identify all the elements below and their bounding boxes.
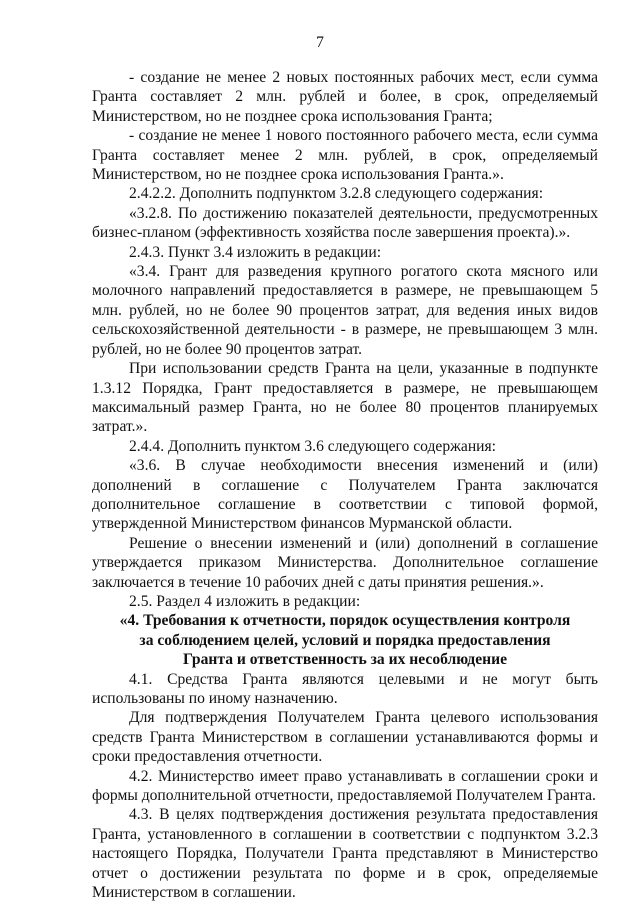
paragraph-decision: Решение о внесении изменений и (или) дополнений в соглашение утверждается приказом Министерства. Дополнительное соглашение заключается в течение 10 рабочих дней с даты принятия решения.». xyxy=(92,534,598,591)
paragraph-2-5: 2.5. Раздел 4 изложить в редакции: xyxy=(129,592,361,610)
page-number: 7 xyxy=(316,34,324,51)
paragraph-jobs-2: - создание не менее 2 новых постоянных рабочих мест, если сумма Гранта составляет 2 млн. рублей и более, в срок, определяемый Министерством, но не позднее срока использования Гранта; xyxy=(92,69,598,125)
section-title-line: «4. Требования к отчетности, порядок осуществления контроля xyxy=(119,612,571,630)
section-title-line: Гранта и ответственность за их несоблюдение xyxy=(182,651,508,669)
paragraph-3-4: «3.4. Грант для разведения крупного рогатого скота мясного или молочного направлений предоставляется в размере, не превышающем 5 млн. рублей, но не более 90 процентов затрат, для ведения иных видов сельскохозяйственной деятельности - в размере, не превышающем 3 млн. рублей, но не более 90 процентов затрат. xyxy=(92,263,598,358)
paragraph-jobs-1: - создание не менее 1 нового постоянного рабочего места, если сумма Гранта составляет менее 2 млн. рублей, в срок, определяемый Министерством, но не позднее срока использования Гранта.». xyxy=(92,127,598,184)
paragraph-2-4-4: 2.4.4. Дополнить пунктом 3.6 следующего содержания: xyxy=(129,437,497,455)
paragraph-reporting-forms: Для подтверждения Получателем Гранта целевого использования средств Гранта Министерством в соглашении устанавливаются формы и сроки предоставления отчетности. xyxy=(92,709,598,766)
paragraph-3-6: «3.6. В случае необходимости внесения изменений и (или) дополнений в соглашение с Получателем Гранта заключатся дополнительное соглашение в соответствии с типовой формой, утвержденной Министерством финансов Мурманской области. xyxy=(92,457,598,533)
paragraph-4-1: 4.1. Средства Гранта являются целевыми и не могут быть использованы по иному назначению. xyxy=(92,670,598,707)
paragraph-2-4-2-2: 2.4.2.2. Дополнить подпунктом 3.2.8 следующего содержания: xyxy=(129,185,544,203)
paragraph-2-4-3: 2.4.3. Пункт 3.4 изложить в редакции: xyxy=(129,243,382,261)
paragraph-3-2-8: «3.2.8. По достижению показателей деятельности, предусмотренных бизнес-планом (эффективность хозяйства после завершения проекта).». xyxy=(92,204,598,242)
section-title-line: за соблюдением целей, условий и порядка предоставления xyxy=(139,631,551,649)
paragraph-4-2: 4.2. Министерство имеет право устанавливать в соглашении сроки и формы дополнительной отчетности, предоставляемой Получателем Гранта. xyxy=(92,767,598,805)
document-body xyxy=(92,68,598,902)
paragraph-4-3: 4.3. В целях подтверждения достижения результата предоставления Гранта, установленного в соглашении в соответствии с подпунктом 3.2.3 настоящего Порядка, Получатели Гранта представляют в Министерство отчет о достижении результата по форме и в срок, определяемые Министерством в соглашении. xyxy=(92,806,598,902)
paragraph-grant-usage: При использовании средств Гранта на цели, указанные в подпункте 1.3.12 Порядка, Грант предоставляется в размере, не превышающем максимальный размер Гранта, но не более 80 процентов планируемых затрат.». xyxy=(92,360,598,436)
section-title xyxy=(92,611,598,669)
